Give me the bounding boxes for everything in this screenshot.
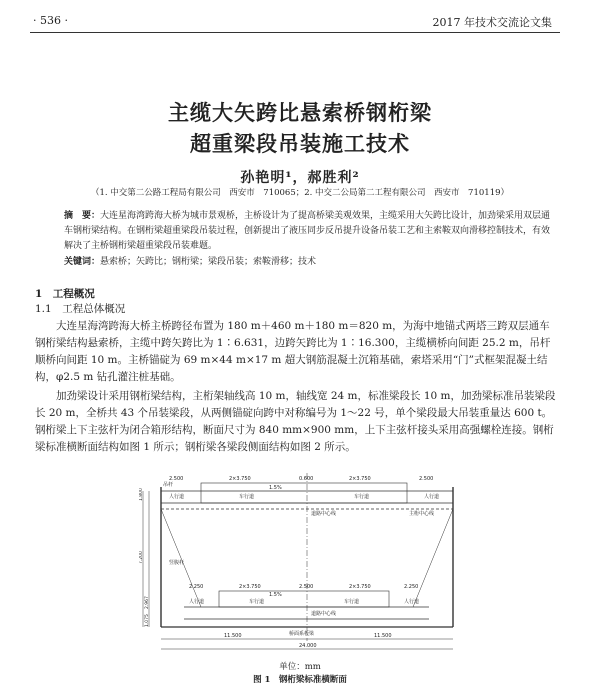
body-paragraph-1: 大连星海湾跨海大桥主桥跨径布置为 180 m＋460 m＋180 m＝820 m，为海中地锚式两塔三跨双层通车钢桁梁结构悬索桥，主缆中跨矢跨比为 1∶6.631，边跨矢跨比为 1∶16.300，主缆横桥向间距 25.2 m，吊杆顺桥向间距 10 m。主桥锚碇为 69 m×44 m×17 m 超大钢筋混凝土沉箱基础，索塔采用“门”式框架混凝土结构，φ2.5 m 钻孔灌注桩基础。 xyxy=(35,320,551,383)
truss-center-label: 主桁中心线 xyxy=(409,511,435,517)
lower-lane-0: 人行道 xyxy=(189,599,205,605)
upper-dim-4: 2.500 xyxy=(419,476,434,482)
lower-lane-3: 人行道 xyxy=(404,599,420,605)
total-width-dim: 24.000 xyxy=(299,643,317,649)
abstract-label: 摘 要： xyxy=(64,211,101,221)
bracing-label: 竖腹杆 xyxy=(169,560,185,566)
height-dim-0: 1.800 xyxy=(139,488,144,501)
height-dim-3: 1.075 xyxy=(145,614,150,627)
running-header: 2017 年技术交流论文集 xyxy=(432,16,552,29)
bottom-dim-0: 11.500 xyxy=(224,633,242,639)
bottom-dim-1: 11.500 xyxy=(374,633,392,639)
figure-unit: 单位：mm xyxy=(279,662,321,672)
upper-lane-0: 人行道 xyxy=(169,494,185,500)
upper-lane-2: 车行道 xyxy=(354,494,370,500)
section-heading: 1 工程概况 xyxy=(35,288,95,300)
upper-dim-2: 0.600 xyxy=(299,476,314,482)
lower-dim-4: 2.250 xyxy=(404,584,419,590)
abstract-text: 大连星海湾跨海大桥为城市景观桥，主桥设计为了提高桥梁美观效果，主缆采用大矢跨比设计，加劲梁采用双层通车钢桁梁结构。在钢桁梁超重梁段吊装过程，创新提出了液压同步反吊提升设备吊装工艺和主索鞍双向滑移控制技术，有效解决了主桥钢桁梁超重梁段吊装难题。 xyxy=(64,211,551,251)
keywords-label: 关键词： xyxy=(64,257,101,267)
height-dim-1: 7.200 xyxy=(139,551,144,564)
affiliation: （1. 中交第二公路工程局有限公司 西安市 710065；2. 中交二公局第二工程有限公司 西安市 710119） xyxy=(90,188,510,198)
upper-dim-0: 2.500 xyxy=(169,476,184,482)
authors: 孙艳明¹，郝胜利² xyxy=(240,170,360,186)
road-center-lower: 道路中心线 xyxy=(311,611,337,617)
page-number: · 536 · xyxy=(33,14,68,27)
keywords xyxy=(64,255,554,270)
upper-lane-1: 车行道 xyxy=(239,494,255,500)
lower-lane-1: 车行道 xyxy=(249,599,265,605)
cross-section-figure xyxy=(139,469,469,654)
height-dim-2: 2.967 xyxy=(145,596,150,609)
abstract xyxy=(64,209,554,254)
body-paragraph-2: 加劲梁设计采用钢桁梁结构，主桁架轴线高 10 m，轴线宽 24 m，标准梁段长 10 m，加劲梁标准吊装梁段长 20 m，全桥共 43 个吊装梁段，从两侧锚碇向跨中对称编号为 1～22 号，单个梁段最大吊装重量达 600 t。钢桁梁上下主弦杆为闭合箱形结构，断面尺寸为 840 mm×900 mm，上下主弦杆接头采用高强螺栓连接。钢桁梁标准横断面结构如图 1 所示；钢桁梁各梁段侧面结构如图 2 所示。 xyxy=(35,390,556,453)
lower-slope: 1.5% xyxy=(269,592,282,598)
lower-center-label: 桥面系板梁 xyxy=(289,631,315,637)
lower-dim-3: 2×3.750 xyxy=(349,584,371,590)
paper-title-line1: 主缆大矢跨比悬索桥钢桁梁 xyxy=(168,100,432,125)
keywords-text: 悬索桥；矢跨比；钢桁梁；梁段吊装；索鞍滑移；技术 xyxy=(100,257,317,267)
road-center-upper: 道路中心线 xyxy=(311,511,337,517)
figure-caption: 图 1 钢桁梁标准横断面 xyxy=(253,675,347,685)
upper-lane-3: 人行道 xyxy=(424,494,440,500)
lower-dim-2: 2.500 xyxy=(299,584,314,590)
upper-dim-3: 2×3.750 xyxy=(349,476,371,482)
paper-title-line2: 超重梁段吊装施工技术 xyxy=(190,131,410,156)
lower-dim-1: 2×3.750 xyxy=(239,584,261,590)
lower-dim-0: 2.250 xyxy=(189,584,204,590)
upper-slope: 1.5% xyxy=(269,485,282,491)
hanger-label: 吊杆 xyxy=(163,482,174,488)
header-rule xyxy=(30,32,560,33)
lower-lane-2: 车行道 xyxy=(344,599,360,605)
upper-dim-1: 2×3.750 xyxy=(229,476,251,482)
subsection-heading: 1.1 工程总体概况 xyxy=(35,303,126,315)
